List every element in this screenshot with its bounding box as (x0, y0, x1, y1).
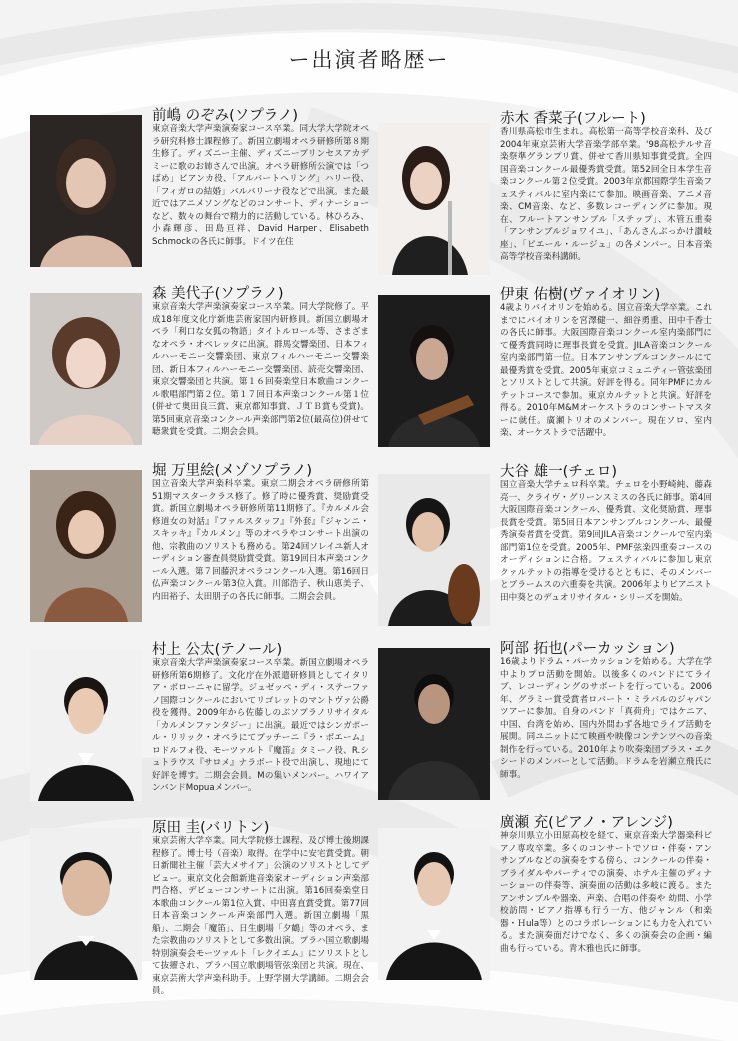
performer-photo (30, 649, 142, 801)
page-title: ー出演者略歴ー (288, 48, 450, 72)
performer-photo (30, 115, 142, 267)
performer-bio: 国立音楽大学チェロ科卒業。チェロを小野崎純、藤森亮一、クライヴ・グリーンスミスの各氏に師事。第4回大阪国際音楽コンクール、優秀賞、文化奨励賞、理事長賞を受賞。第5回日本アンサンブルコンクール、最優秀演奏者賞を受賞。第9回JILA音楽コンクールで室内楽部門第1位を受賞。2005年、PMF弦楽四重奏コースのオーディションに合格。フェスティバルに参加し東京クァルテットの指導を受けるとともに、そのメンバーとブラームスの六重奏を共演。2006年よりピアニスト田中葵とのデュオリサイタル・シリーズを開始。 (500, 480, 712, 603)
performer-photo (378, 474, 490, 626)
performer-bio: 16歳よりドラム・パーカッションを始める。大学在学中よりプロ活動を開始。以後多くのバンドにてライブ、レコーディングのサポートを行っている。2006年、グラミー賞受賞者ロバート・ミラバルのジャパンツアーに参加。自身のバンド「真荷舟」ではケニア、中国、台湾を始め、国内外問わず各地でライブ活動を展開。同ユニットにて映画や映像コンテンツへの音楽制作を行っている。2010年より吹奏楽団ブラス・エクシードのメンバーとして活動。ドラムを岩瀬立飛氏に師事。 (500, 657, 712, 780)
performer-bio: 神奈川県立小田原高校を経て、東京音楽大学器楽科ピアノ専攻卒業。多くのコンサートでソロ・伴奏・アンサンブルなどの演奏をする傍ら、コンクールの伴奏・ブライダルやパーティでの演奏、ホテル主催のディナーショーの伴奏等、演奏面の活動は多岐に渡る。またアンサンブルや器楽、声楽、合唱の伴奏や 幼問、小学校訪問・ピアノ指導も行う一方、他ジャンル（和楽器・Ｈula等）とのコラボレーションにも力を入れている。また演奏面だけでなく、多くの演奏会の企画・編曲も行っている。青木雅也氏に師事。 (500, 831, 712, 954)
performer-bio: 香川県高松市生まれ。高松第一高等学校音楽科、及び2004年東京芸術大学音楽学部卒業。'98高松テルサ音楽祭準グランプリ賞、併せて香川県知事賞受賞。全四国音楽コンクール最優秀賞受賞。第52回全日本学生音楽コンクール第２位受賞。2003年京都国際学生音楽フェスティバルに室内楽にて参加。映画音楽、アニメ音楽、CM音楽、など、多数レコーディングに参加。現在、フルートアンサンブル「ステップ」、木管五重奏「アンサンブルジョワイユ」、「あんさんぶっかけ讃岐座」、「ピエール・ルージュ」の各メンバー。日本音楽高等学校音楽科講師。 (500, 127, 712, 262)
performer-photo (30, 470, 142, 622)
performer-bio: 東京芸術大学卒業。同大学院修士課程、及び博士後期課程修了。博士号（音楽）取得。在学中に安宅賞受賞。朝日新聞社主催「芸大メサイア」公演のソリストとしてデビュー。東京文化会館新進音楽家オーディション声楽部門合格、デビューコンサートに出演。第16回奏楽堂日本歌曲コンクール第1位入賞、中田喜直賞受賞。第77回日本音楽コンクール声楽部門入選。新国立劇場「黒船」、二期会「魔笛」、日生劇場「夕鶴」等のオペラ、また宗教曲のソリストとして多数出演。プラハ国立歌劇場特別演奏会モーツァルト「レクイエム」にソリストとして抜擢され、プラハ国立歌劇場管弦楽団と共演。現在、東京芸術大学声楽科助手。上野学園大学講師。二期会会員。 (152, 836, 369, 996)
performer-bio: 東京音楽大学声楽演奏家コース卒業。同大学院修了。平成18年度文化庁新進芸術家国内研修員。新国立劇場オペラ「利口な女狐の物語」タイトルロール等、さまざまなオペラ・オペレッタに出演。群馬交響楽団、日本フィルハーモニー交響楽団、東京フィルハーモニー交響楽団、新日本フィルハーモニー交響楽団、読売交響楽団、東京交響楽団と共演。第１６回奏楽堂日本歌曲コンクール歌唱部門第２位。第１７回日本声楽コンクール第１位(併せて奥田良三賞、東京都知事賞、ＪＴＢ賞も受賞)。第5回東京音楽コンクール声楽部門第2位(最高位)併せて聴衆賞を受賞。二期会会員。 (152, 302, 369, 437)
performer-bio: 4歳よりバイオリンを始める。国立音楽大学卒業。これまでにバイオリンを宮澤健一、細谷勇重、田中千香士の各氏に師事。大阪国際音楽コンクール室内楽部門にて優秀賞同時に理事長賞を受賞。JILA音楽コンクール室内楽部門第一位。日本アンサンブルコンクールにて最優秀賞を受賞。2005年東京コミュニティー管弦楽団とソリストとして共演。好評を得る。同年PMFにカルテットコースで参加。東京カルテットと共演。好評を得る。2010年M&Mオーケストラのコンサートマスターに就任。廣瀬トリオのメンバー。現在ソロ、室内楽、オーケストラで活躍中。 (500, 303, 712, 438)
performer-name: 前嶋 のぞみ(ソプラノ) (152, 108, 298, 124)
performer-photo (378, 648, 490, 800)
performer-bio: 国立音楽大学声楽科卒業。東京二期会オペラ研修所第51期マスタークラス修了。修了時に優秀賞、奨励賞受賞。新国立劇場オペラ研修所第11期修了。『カルメル会修道女の対話』『ファルスタッフ』『外套』『ジャンニ・スキッキ』『カルメン』等のオペラやコンサート出演の他、宗教曲のソリストも務める。第24回ソレイユ新人オーディション審査員奨励賞受賞。第19回日本声楽コンクール入選。第７回藤沢オペラコンクール入選。第16回日仏声楽コンクール第3位入賞。川部浩子、秋山恵美子、内田裕子、太田朋子の各氏に師事。二期会会員。 (152, 479, 369, 602)
performer-name: 赤木 香菜子(フルート) (500, 111, 646, 127)
performer-photo (378, 295, 490, 447)
performer-bio: 東京音楽大学声楽演奏家コース卒業。新国立劇場オペラ研修所第6期修了。文化庁在外派遣研修員としてイタリア・ボローニャに留学。ジュゼッペ・ディ・ステーファノ国際コンクールにおいてリゴレットのマントヴァ公爵役を獲得。2009年から佐藤しのぶソプラノリサイタル「カルメンファンタジー」に出演。最近ではシンガポール・リリック・オペラにてプッチーニ『ラ・ボエーム』ロドルフォ役、モーツァルト『魔笛』タミーノ役、R.シュトラウス『サロメ』ナラボート役で出演し、現地にて好評を博す。二期会会員。Mの集いメンバー。ハワイアンバンドMopuaメンバー。 (152, 658, 369, 793)
performer-photo (30, 828, 142, 980)
performer-name: 大谷 雄一(チェロ) (500, 464, 617, 480)
performer-name: 堀 万里絵(メゾソプラノ) (152, 463, 313, 479)
performer-name: 阿部 拓也(パーカッション) (500, 641, 675, 657)
performer-photo (378, 828, 490, 980)
performer-name: 村上 公太(テノール) (152, 642, 283, 658)
performer-name: 森 美代子(ソプラノ) (152, 286, 284, 302)
performer-name: 廣瀬 充(ピアノ・アレンジ) (500, 815, 673, 831)
performer-name: 伊東 佑樹(ヴァイオリン) (500, 287, 661, 303)
performer-bio: 東京音楽大学声楽演奏家コース卒業。同大学大学院オペラ研究科修士課程修了。新国立劇場オペラ研修所第８期生修了。ディズニー主催、ディズニープリンセスアカデミーに歌のお姉さんで出演。オペラ研修所公演では「つばめ」ビアンカ役、「アルバートヘリング」ハリー役、「フィガロの結婚」バルバリーナ役などで出演。また最近ではアニメソングなどのコンサート、ディナーショーなど、数々の舞台で精力的に活動している。林ひろみ、小森輝彦、田島亘祥、David Harper、Elisabeth Schmockの各氏に師事。ドイツ在住 (152, 124, 369, 247)
performer-photo (378, 123, 490, 275)
performer-photo (30, 293, 142, 445)
performer-name: 原田 圭(バリトン) (152, 820, 270, 836)
